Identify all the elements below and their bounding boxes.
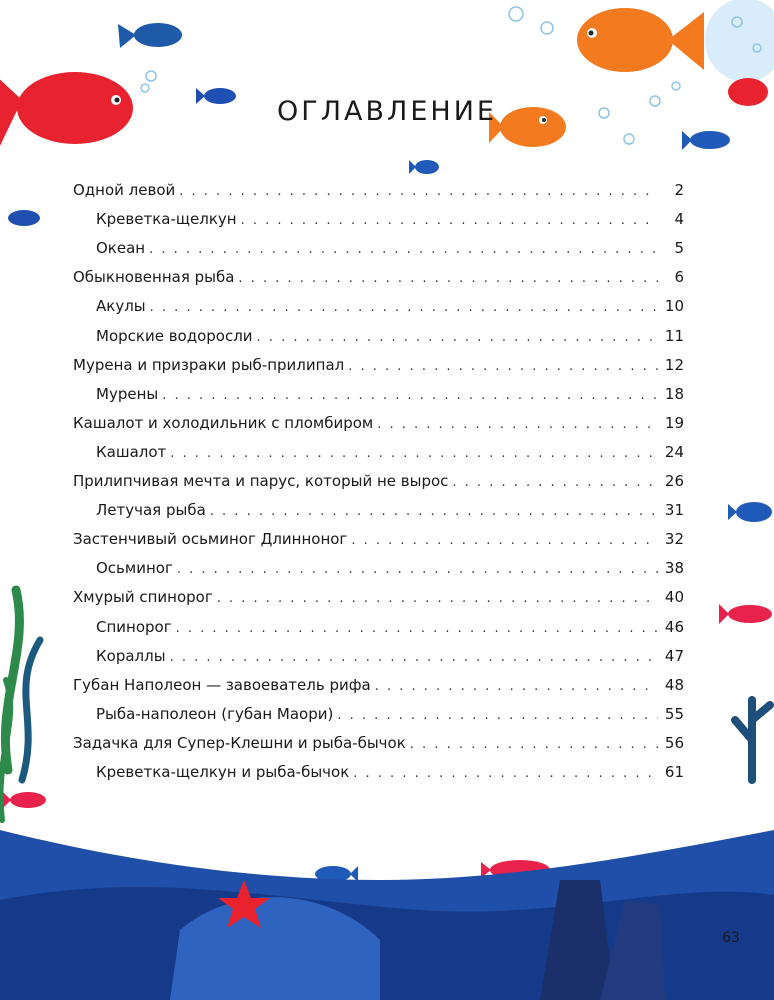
toc-entry-page-number: 12 <box>664 356 684 374</box>
toc-entry-page-number: 38 <box>664 559 684 577</box>
toc-entry[interactable] <box>73 414 684 432</box>
toc-entry[interactable] <box>73 734 684 752</box>
toc-entry-page-number: 31 <box>664 501 684 519</box>
toc-entry-page-number: 11 <box>664 327 684 345</box>
toc-entry-title: Кораллы <box>96 647 166 665</box>
toc-entry[interactable] <box>96 559 684 577</box>
toc-entry[interactable] <box>96 297 684 315</box>
toc-entry-page-number: 56 <box>664 734 684 752</box>
toc-entry-title: Прилипчивая мечта и парус, который не вырос <box>73 472 449 490</box>
toc-entry-title: Мурена и призраки рыб-прилипал <box>73 356 345 374</box>
toc-leader-dots <box>353 766 658 781</box>
toc-entry-title: Спинорог <box>96 618 172 636</box>
toc-entry[interactable] <box>96 210 684 228</box>
toc-entry-page-number: 18 <box>664 385 684 403</box>
toc-entry-title: Мурены <box>96 385 159 403</box>
toc-entry[interactable] <box>96 501 684 519</box>
toc-entry[interactable] <box>73 268 684 286</box>
toc-entry[interactable] <box>73 530 684 548</box>
toc-entry-page-number: 4 <box>674 210 684 228</box>
page-number: 63 <box>722 930 740 946</box>
toc-entry-page-number: 46 <box>664 618 684 636</box>
toc-leader-dots <box>410 737 658 752</box>
toc-leader-dots <box>149 242 658 257</box>
toc-entry-page-number: 6 <box>674 268 684 286</box>
toc-entry-title: Рыба-наполеон (губан Маори) <box>96 705 334 723</box>
toc-entry-title: Кашалот <box>96 443 167 461</box>
toc-entry[interactable] <box>73 588 684 606</box>
toc-entry[interactable] <box>96 327 684 345</box>
toc-entry[interactable] <box>96 385 684 403</box>
toc-entry-page-number: 40 <box>664 588 684 606</box>
toc-entry-title: Застенчивый осьминог Длинноног <box>73 530 348 548</box>
toc-entry-title: Креветка-щелкун <box>96 210 237 228</box>
toc-leader-dots <box>177 562 658 577</box>
toc-entry-page-number: 24 <box>664 443 684 461</box>
toc-entry-title: Кашалот и холодильник с пломбиром <box>73 414 374 432</box>
toc-entry-page-number: 19 <box>664 414 684 432</box>
toc-leader-dots <box>351 533 658 548</box>
toc-entry-title: Одной левой <box>73 181 176 199</box>
toc-leader-dots <box>170 446 658 461</box>
toc-entry[interactable] <box>96 618 684 636</box>
toc-entry-page-number: 26 <box>664 472 684 490</box>
toc-entry-title: Обыкновенная рыба <box>73 268 235 286</box>
toc-entry-title: Акулы <box>96 297 146 315</box>
water-splash-decor <box>705 0 774 82</box>
toc-leader-dots <box>241 213 658 228</box>
toc-entry-page-number: 47 <box>664 647 684 665</box>
toc-entry-page-number: 32 <box>664 530 684 548</box>
toc-entry[interactable] <box>73 356 684 374</box>
toc-leader-dots <box>210 504 658 519</box>
toc-leader-dots <box>348 359 658 374</box>
toc-entry-title: Осьминог <box>96 559 173 577</box>
toc-entry-page-number: 48 <box>664 676 684 694</box>
toc-leader-dots <box>217 591 658 606</box>
toc-entry-title: Креветка-щелкун и рыба-бычок <box>96 763 350 781</box>
toc-entry-title: Хмурый спинорог <box>73 588 213 606</box>
toc-entry-title: Задачка для Супер-Клешни и рыба-бычок <box>73 734 406 752</box>
toc-leader-dots <box>377 417 658 432</box>
toc-entry-title: Океан <box>96 239 146 257</box>
toc-entry[interactable] <box>96 443 684 461</box>
toc-leader-dots <box>257 330 658 345</box>
page-title: ОГЛАВЛЕНИЕ <box>277 96 497 128</box>
toc-entry[interactable] <box>96 239 684 257</box>
toc-leader-dots <box>375 679 658 694</box>
ocean-floor-decor <box>0 830 774 1000</box>
toc-leader-dots <box>337 708 658 723</box>
toc-entry[interactable] <box>96 705 684 723</box>
toc-entry[interactable] <box>73 676 684 694</box>
toc-entry[interactable] <box>73 181 684 199</box>
toc-entry-page-number: 61 <box>664 763 684 781</box>
toc-leader-dots <box>176 621 658 636</box>
toc-entry-title: Губан Наполеон — завоеватель рифа <box>73 676 371 694</box>
toc-entry-page-number: 5 <box>674 239 684 257</box>
toc-entry-page-number: 2 <box>674 181 684 199</box>
toc-leader-dots <box>238 271 658 286</box>
toc-entry-page-number: 55 <box>664 705 684 723</box>
toc-entry[interactable] <box>73 472 684 490</box>
toc-entry-title: Летучая рыба <box>96 501 206 519</box>
toc-leader-dots <box>179 184 658 199</box>
toc-leader-dots <box>170 650 658 665</box>
toc-entry[interactable] <box>96 647 684 665</box>
toc-leader-dots <box>150 300 658 315</box>
toc-leader-dots <box>452 475 658 490</box>
toc-entry[interactable] <box>96 763 684 781</box>
toc-entry-title: Морские водоросли <box>96 327 253 345</box>
toc-entry-page-number: 10 <box>664 297 684 315</box>
toc-leader-dots <box>162 388 658 403</box>
